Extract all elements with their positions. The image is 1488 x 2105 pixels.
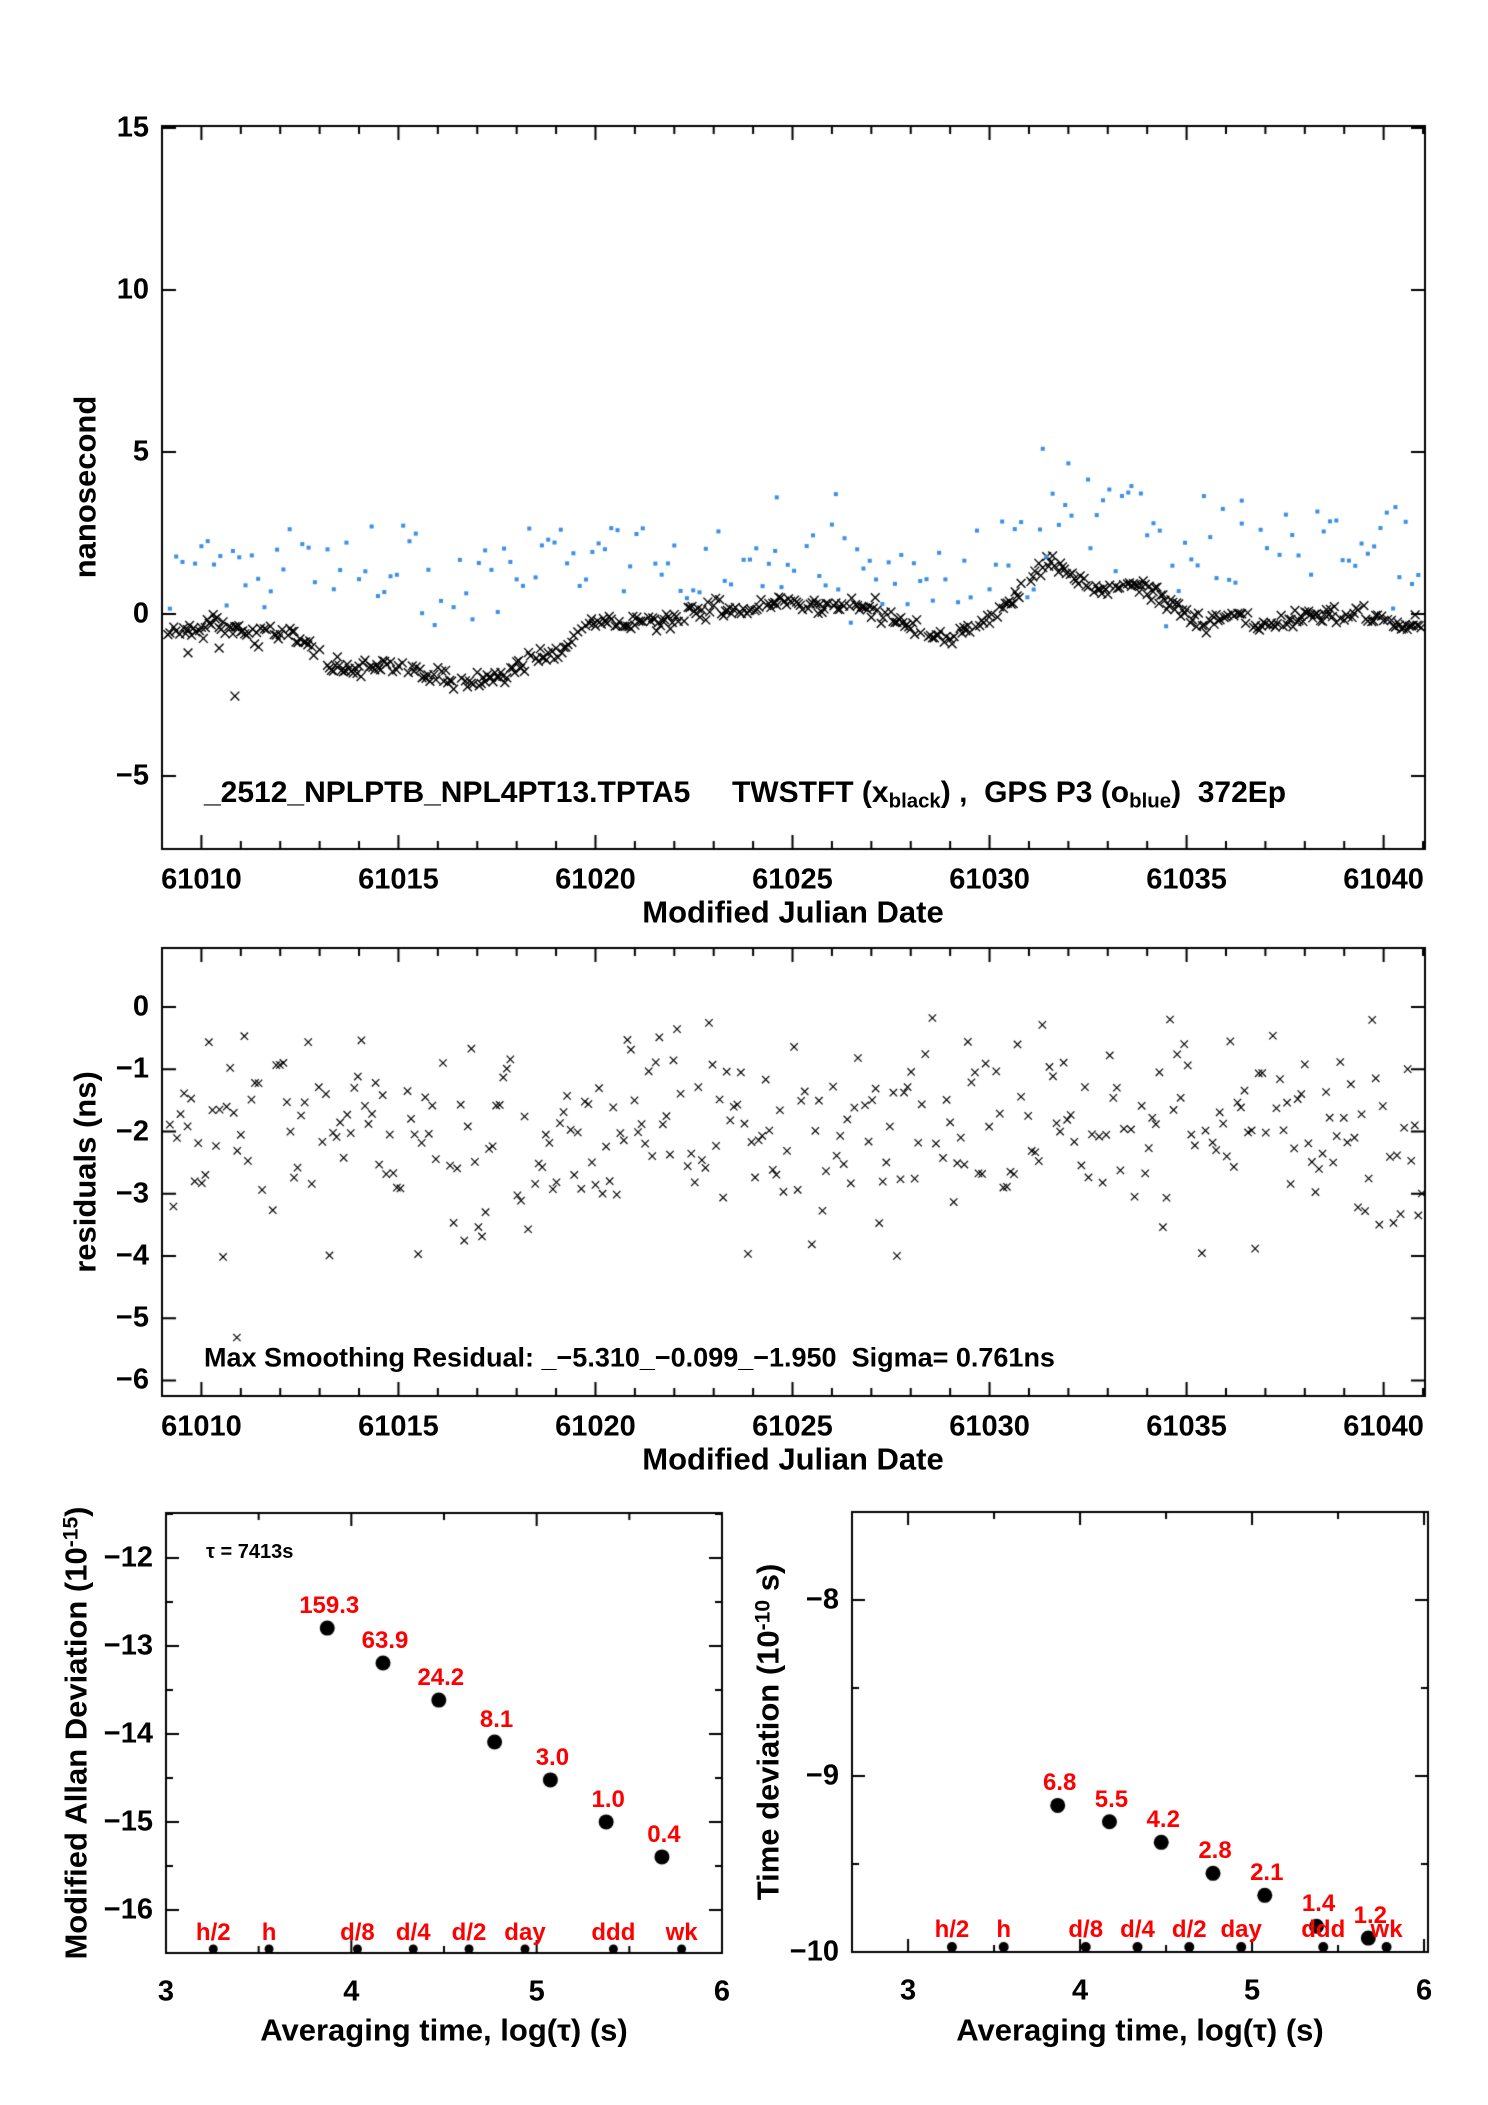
panel1-y-tick-label: 10 [116,273,149,306]
panel2-x-tick-label: 61025 [752,1410,833,1443]
tau-label-d-4: d/4 [395,1919,431,1946]
tdev-value-label: 1.2 [1353,1902,1387,1930]
panel2-x-tick-label: 61020 [555,1410,636,1443]
panel2-x-tick-label: 61030 [949,1410,1030,1443]
subscript-text: blue [1129,790,1172,813]
tau-label-day: day [504,1919,546,1946]
label-text: ) , GPS P3 (o [940,775,1130,809]
panel1-x-tick-label: 61040 [1343,863,1424,896]
panel1-x-axis-label: Modified Julian Date [642,894,944,930]
panel3-x-tick-label: 5 [528,1975,545,2008]
panel4-y-tick-label: −10 [789,1935,839,1968]
mdev-value-label: 63.9 [361,1626,409,1654]
panel3-y-tick-label: −16 [103,1893,153,1926]
mdev-value-label: 3.0 [535,1743,570,1771]
panel3-y-tick-label: −13 [103,1629,153,1662]
panel1-y-tick-label: 15 [116,111,149,144]
panel2-x-tick-label: 61010 [161,1410,242,1443]
panel2-y-tick-label: −4 [115,1239,149,1272]
panel2-y-tick-label: −2 [115,1115,149,1148]
label-text: _2512_NPLPTB_NPL4PT13.TPTA5 TWSTFT (x [204,775,889,809]
tdev-value-label: 1.4 [1301,1890,1336,1918]
superscript-text: -10 [751,1599,775,1631]
panel1-y-tick-label: 0 [132,597,149,630]
panel4-x-tick-label: 6 [1415,1974,1433,2007]
panel4-y-tick-label: −9 [805,1759,839,1792]
tau-label-ddd: ddd [591,1919,636,1946]
panel2-x-tick-label: 61035 [1146,1410,1227,1443]
mdev-value-label: 159.3 [299,1592,360,1620]
panel2-y-tick-label: −6 [115,1363,149,1396]
max-smoothing-residual-annotation: Max Smoothing Residual: _−5.310_−0.099_−1.950 Sigma= 0.761ns [204,1342,1055,1373]
label-text: Time deviation (10 [750,1630,786,1901]
panel1-x-tick-label: 61035 [1146,863,1227,896]
mdev-value-label: 24.2 [417,1664,465,1692]
panel3-y-tick-label: −15 [103,1805,153,1838]
panel1-x-tick-label: 61025 [752,863,833,896]
tdev-value-label: 6.8 [1043,1769,1077,1797]
panel2-y-tick-label: −1 [115,1052,149,1085]
panel3-x-tick-label: 4 [343,1975,360,2008]
tau-label-d-2: d/2 [1171,1916,1207,1943]
panel2-x-tick-label: 61015 [358,1410,439,1443]
mdev-value-label: 1.0 [591,1785,625,1813]
superscript-text: -15 [59,1516,83,1548]
tau-label-d-4: d/4 [1120,1916,1155,1943]
panel4-x-tick-label: 4 [1071,1974,1089,2007]
panel4-y-axis-label [750,1563,786,1901]
tau-label-d-8: d/8 [1068,1916,1104,1943]
panel1-y-axis-label: nanosecond [67,395,103,579]
panel3-y-tick-label: −12 [103,1541,153,1574]
panel1-x-tick-label: 61020 [555,863,636,896]
panel4-y-tick-label: −8 [805,1583,839,1616]
panel1-x-tick-label: 61015 [358,863,439,896]
panel1-y-tick-label: −5 [115,759,149,792]
panel2-x-tick-label: 61040 [1343,1410,1424,1443]
tau-label-wk: wk [1370,1916,1403,1943]
tau-label-d-2: d/2 [451,1919,487,1946]
panel4-x-axis-label: Averaging time, log(τ) (s) [956,2012,1324,2048]
panel2-y-axis-label: residuals (ns) [67,1071,103,1273]
mdev-value-label: 8.1 [479,1705,514,1733]
label-text: s) [750,1563,786,1600]
tau-label-wk: wk [665,1919,698,1946]
panel4-x-tick-label: 3 [899,1974,917,2007]
panel2-x-axis-label: Modified Julian Date [642,1441,944,1477]
panel3-x-tick-label: 3 [157,1975,175,2008]
panel3-y-tick-label: −14 [103,1717,153,1750]
panel3-x-tick-label: 6 [713,1975,731,2008]
tau-label-h-2: h/2 [195,1919,231,1946]
tau-label-h: h [261,1919,277,1946]
tau-label-h-2: h/2 [934,1916,970,1943]
subscript-text: black [888,790,941,813]
tau-label-d-8: d/8 [340,1919,375,1946]
panel2-y-tick-label: −3 [115,1177,149,1210]
panel4-x-tick-label: 5 [1243,1974,1261,2007]
label-text: ) [58,1506,94,1517]
tdev-value-label: 2.8 [1198,1837,1232,1865]
panel1-x-tick-label: 61030 [949,863,1030,896]
panel2-y-tick-label: 0 [132,990,149,1023]
mdev-value-label: 0.4 [647,1820,681,1848]
tau-label-ddd: ddd [1301,1916,1346,1943]
panel3-x-axis-label: Averaging time, log(τ) (s) [260,2012,628,2048]
panel3-y-axis-label [58,1506,94,1960]
tau-label-h: h [996,1916,1012,1943]
panel1-x-tick-label: 61010 [161,863,242,896]
tdev-value-label: 5.5 [1094,1785,1129,1813]
tau-annotation: τ = 7413s [206,1541,294,1563]
label-text: ) 372Ep [1171,775,1287,809]
panel1-y-tick-label: 5 [132,435,149,468]
tau-label-day: day [1220,1916,1262,1943]
panel2-y-tick-label: −5 [115,1301,149,1334]
panel1-title [204,775,1287,813]
label-text: Modified Allan Deviation (10 [58,1547,94,1960]
tdev-value-label: 2.1 [1250,1859,1284,1887]
tdev-value-label: 4.2 [1146,1806,1180,1834]
